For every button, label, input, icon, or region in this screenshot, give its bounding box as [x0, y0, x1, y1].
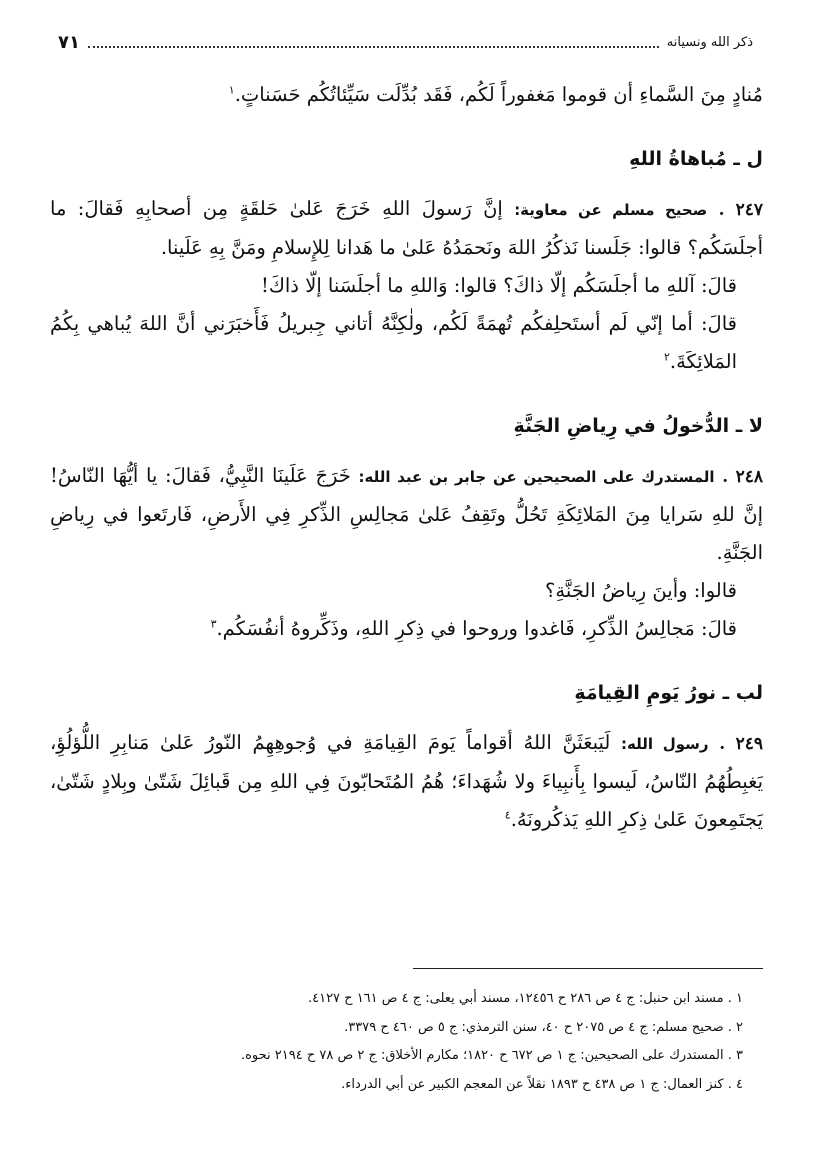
- section-heading-nur-alqiyama: لب ـ نورُ يَومِ القِيامَةِ: [574, 682, 763, 704]
- intro-text: مُنادٍ مِنَ السَّماءِ أن قوموا مَغفوراً لَكُم، فَقَد بُدِّلَت سَيِّئاتُكُم حَسَناتٍ.: [234, 83, 763, 106]
- footnote-3: ٣ . المستدرك على الصحيحين: ج ١ ص ٦٧٢ ح ١٨٢٠؛ مكارم الأخلاق: ج ٢ ص ٧٨ ح ٢١٩٤ نحوه.: [240, 1048, 743, 1063]
- footnote-4: ٤ . كنز العمال: ج ١ ص ٤٣٨ ح ١٨٩٣ نقلاً عن المعجم الكبير عن أبي الدرداء.: [341, 1076, 743, 1092]
- hadith-249: [50, 724, 763, 839]
- footnote-1: ١ . مسند ابن حنبل: ج ٤ ص ٢٨٦ ح ١٢٤٥٦، مسند أبي يعلى: ج ٤ ص ١٦١ ح ٤١٢٧.: [307, 991, 743, 1006]
- hadith-248-continued: [50, 610, 763, 648]
- hadith-text: إنَّ رَسولَ اللهِ خَرَجَ عَلىٰ حَلقَةٍ مِن أصحابِهِ فَقالَ: ما أجلَسَكُم؟ قالوا: جَلَسنا نَذكُرُ اللهَ ونَحمَدُهُ عَلىٰ ما هَدانا لِلإِسلامِ ومَنَّ بِهِ عَلَينا.: [50, 197, 763, 259]
- hadith-text: قالوا: وأينَ رِياضُ الجَنَّةِ؟: [545, 579, 737, 602]
- footnote-2: ٢ . صحيح مسلم: ج ٤ ص ٢٠٧٥ ح ٤٠، سنن الترمذي: ج ٥ ص ٤٦٠ ح ٣٣٧٩.: [344, 1019, 743, 1035]
- hadith-source: صحيح مسلم عن معاوية:: [514, 201, 708, 219]
- hadith-text: لَيَبعَثَنَّ اللهُ أقواماً يَومَ القِيامَةِ في وُجوهِهِمُ النّورُ عَلىٰ مَنابِرِ اللُّؤلُؤِ، يَغبِطُهُمُ النّاسُ، لَيسوا بِأَنبِياءَ ولا شُهَداءَ؛ هُمُ المُتَحابّونَ فِي اللهِ مِن قَبائِلَ شَتّىٰ وبِلادٍ شَتّىٰ، يَجتَمِعونَ عَلىٰ ذِكرِ اللهِ يَذكُرونَهُ.: [50, 731, 763, 831]
- footnotes: [70, 985, 743, 1099]
- main-text: [50, 76, 763, 839]
- footnote-separator: [413, 968, 763, 969]
- hadith-number: ٢٤٧ .: [718, 200, 764, 220]
- hadith-247-continued: [50, 305, 763, 381]
- footnote-ref-1: ١: [228, 83, 235, 97]
- chapter-title: ذكر الله ونسيانه: [666, 34, 753, 50]
- hadith-text: قالَ: أما إنّي لَم أستَحلِفكُم تُهمَةً لَكُم، ولٰكِنَّهُ أتاني جِبريلُ فَأَخبَرَني أنَّ اللهَ يُباهي بِكُمُ المَلائِكَةَ.: [50, 312, 737, 373]
- section-heading-mubahat: ل ـ مُباهاةُ اللهِ: [629, 148, 763, 170]
- hadith-247-continued: [50, 267, 763, 305]
- intro-line: [50, 76, 763, 114]
- hadith-248-continued: [50, 572, 763, 610]
- footnote-ref-4: ٤: [504, 808, 511, 822]
- header-dot-leader: [88, 36, 659, 48]
- hadith-number: ٢٤٨ .: [722, 467, 764, 487]
- footnote-ref-3: ٣: [210, 617, 217, 631]
- hadith-text: قالَ: مَجالِسُ الذِّكرِ، فَاغدوا وروحوا في ذِكرِ اللهِ، وذَكِّروهُ أنفُسَكُم.: [216, 617, 737, 640]
- section-heading-riyad-aljanna: لا ـ الدُّخولُ في رِياضِ الجَنَّةِ: [513, 415, 763, 437]
- page-number: ٧١: [58, 31, 80, 53]
- hadith-source: المستدرك على الصحيحين عن جابر بن عبد الله:: [358, 468, 715, 486]
- hadith-text: قالَ: آللهِ ما أجلَسَكُم إلّا ذاكَ؟ قالوا: وَاللهِ ما أجلَسَنا إلّا ذاكَ!: [260, 274, 737, 297]
- running-header: [58, 30, 753, 54]
- hadith-source: رسول الله:: [621, 735, 709, 753]
- footnote-ref-2: ٢: [663, 350, 670, 364]
- hadith-text: خَرَجَ عَلَينَا النَّبِيُّ، فَقالَ: يا أيُّهَا النّاسُ! إنَّ للهِ سَرايا مِنَ المَلائِكَةِ تَحُلُّ وتَقِفُ عَلىٰ مَجالِسِ الذِّكرِ فِي الأَرضِ، فَارتَعوا في رِياضِ الجَنَّةِ.: [50, 464, 763, 564]
- hadith-248: [50, 457, 763, 572]
- hadith-number: ٢٤٩ .: [719, 734, 764, 754]
- hadith-247: [50, 190, 763, 267]
